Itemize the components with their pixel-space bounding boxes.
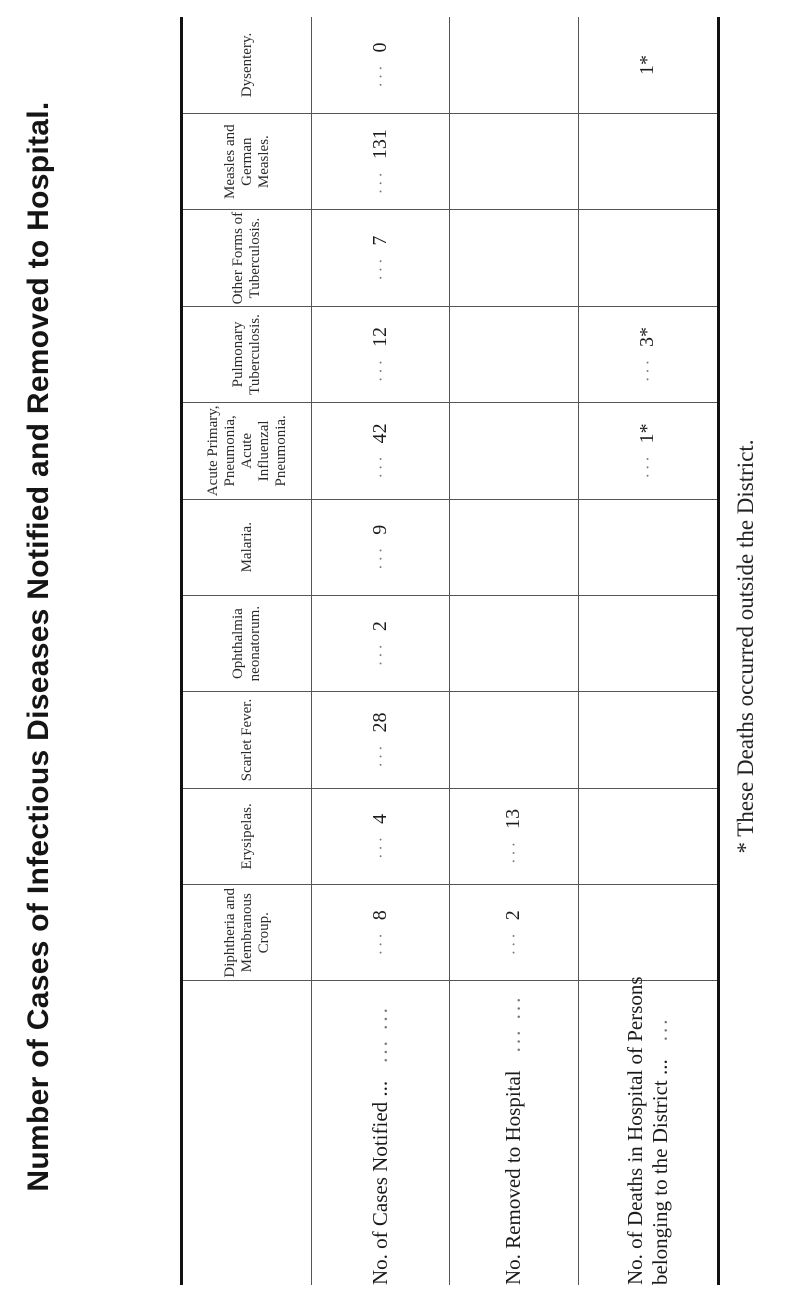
leader-dots: ...	[647, 1016, 672, 1042]
table-cell: ··· 0	[312, 17, 450, 113]
column-header: Dysentery.	[182, 17, 312, 113]
cell-value: 0	[369, 42, 392, 53]
table-cell: ··· 2	[312, 595, 450, 691]
table-cell	[450, 595, 578, 691]
footnote: * These Deaths occurred outside the District.	[733, 439, 758, 854]
table-title: Number of Cases of Infectious Diseases Notified and Removed to Hospital.	[22, 101, 55, 1192]
table-cell	[578, 692, 718, 788]
cell-value: 1*	[636, 423, 659, 444]
table-cell: ··· 42	[312, 403, 450, 499]
table-cell: ··· 7	[312, 210, 450, 306]
table-cell	[450, 403, 578, 499]
table-cell: ··· 12	[312, 306, 450, 402]
table-cell	[450, 113, 578, 209]
header-corner	[182, 981, 312, 1285]
table-cell: ··· 9	[312, 499, 450, 595]
table-row-deaths	[578, 17, 718, 1285]
cell-value: 12	[369, 326, 392, 347]
column-header: Scarlet Fever.	[182, 692, 312, 788]
table-cell: ··· 28	[312, 692, 450, 788]
table-cell	[578, 499, 718, 595]
column-header: Erysipelas.	[182, 788, 312, 884]
table-cell: ··· 1*	[578, 403, 718, 499]
column-header: Other Forms of Tuberculosis.	[182, 210, 312, 306]
column-header: Pulmonary Tuberculosis.	[182, 306, 312, 402]
cell-value: 42	[369, 423, 392, 444]
leader-dots: ... ...	[501, 994, 526, 1053]
table-cell	[450, 692, 578, 788]
column-header: Acute Primary, Pneumonia, Acute Influenzal Pneumonia.	[182, 403, 312, 499]
cell-value: 2	[369, 621, 392, 632]
table-cell: ··· 3*	[578, 306, 718, 402]
table-cell	[578, 17, 718, 113]
row-label-text: No. Removed to Hospital	[501, 1070, 526, 1285]
table-cell: ··· 2	[450, 885, 578, 981]
cell-value: 3*	[636, 326, 659, 347]
header-row	[182, 17, 312, 1285]
table-cell	[578, 113, 718, 209]
column-header: Measles and German Measles.	[182, 113, 312, 209]
row-label	[578, 976, 718, 1285]
cell-value: 131	[369, 129, 392, 160]
table-cell	[578, 595, 718, 691]
cell-value: 7	[369, 235, 392, 246]
table-cell: ··· 131	[312, 113, 450, 209]
row-label-text: No. of Cases Notified ...	[368, 1080, 393, 1285]
table-cell	[578, 210, 718, 306]
table-row-notified	[312, 17, 450, 1285]
column-header: Diphtheria and Membranous Croup.	[182, 885, 312, 981]
table-cell	[450, 499, 578, 595]
cell-value: 1*	[636, 54, 659, 75]
row-label-text-2: belonging to the District ...	[647, 1059, 672, 1285]
row-label	[312, 981, 450, 1285]
row-label-text: No. of Deaths in Hospital of Persons	[622, 976, 647, 1285]
table-cell	[578, 788, 718, 884]
table-cell	[450, 306, 578, 402]
cell-value: 4	[369, 813, 392, 824]
row-label	[450, 981, 578, 1285]
infectious-diseases-table	[180, 17, 720, 1285]
cell-value: 9	[369, 524, 392, 535]
column-header: Ophthalmia neonatorum.	[182, 595, 312, 691]
table-cell: ··· 4	[312, 788, 450, 884]
cell-value: 28	[369, 712, 392, 733]
column-header: Malaria.	[182, 499, 312, 595]
table-cell	[450, 210, 578, 306]
table-cell	[450, 17, 578, 113]
table-cell: ··· 13	[450, 788, 578, 884]
table-cell	[578, 885, 718, 981]
cell-value: 2	[502, 910, 525, 921]
leader-dots: ... ...	[368, 1005, 393, 1063]
cell-value: 8	[369, 910, 392, 921]
cell-value: 13	[502, 808, 525, 829]
table-row-removed	[450, 17, 578, 1285]
table-cell: ··· 8	[312, 885, 450, 981]
